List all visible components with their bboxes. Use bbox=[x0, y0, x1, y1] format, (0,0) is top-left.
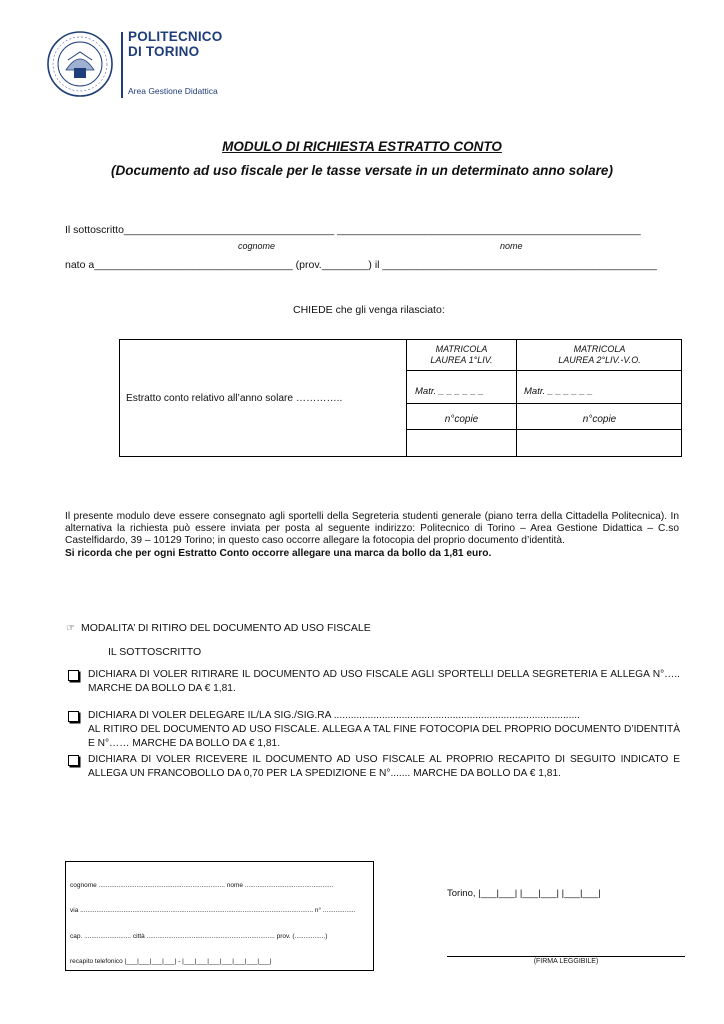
copie1-label: n°copie bbox=[444, 414, 479, 425]
matr1-field[interactable]: Matr. _ _ _ _ _ _ bbox=[415, 386, 484, 397]
university-seal-logo bbox=[46, 30, 114, 98]
info-text: Il presente modulo deve essere consegnato agli sportelli della Segreteria studenti generale (piano terra della Cittadella Politecnica). In alternativa la richiesta può essere inviata per posta al seguente indirizzo: Politecnico di Torino – Area Gestione Didattica – C.so Castelfidardo, 39 – 10129 Torino; in questo caso occorre allegare la fotocopia del proprio documento d’identità. bbox=[65, 511, 679, 547]
address-box bbox=[65, 861, 374, 971]
option-spedizione bbox=[68, 753, 680, 781]
col1-header bbox=[407, 344, 516, 366]
modalita-heading-text: MODALITA’ DI RITIRO DEL DOCUMENTO AD USO FISCALE bbox=[80, 622, 371, 634]
bollo-note: Si ricorda che per ogni Estratto Conto occorre allegare una marca da bollo da 1,81 euro. bbox=[65, 547, 492, 559]
chiede-text: CHIEDE che gli venga rilasciato: bbox=[293, 304, 445, 316]
nato-field[interactable]: nato a__________________________________ (prov.________) il _______________________________________________ bbox=[65, 259, 657, 271]
col1-header-line1: MATRICOLA bbox=[435, 344, 488, 354]
document-title: MODULO DI RICHIESTA ESTRATTO CONTO bbox=[222, 139, 502, 154]
col2-header-line2: LAUREA 2°LIV.-V.O. bbox=[558, 355, 641, 365]
university-name-line1: POLITECNICO bbox=[128, 29, 223, 44]
copie1-input[interactable] bbox=[407, 430, 516, 456]
sottoscritto-field[interactable]: Il sottoscritto____________________________________ ____________________________________________________ bbox=[65, 224, 641, 236]
document-subtitle: (Documento ad uso fiscale per le tasse versate in un determinato anno solare) bbox=[111, 163, 613, 178]
copie2-input[interactable] bbox=[517, 430, 682, 456]
col2-header bbox=[517, 344, 682, 366]
matr2-field[interactable]: Matr. _ _ _ _ _ _ bbox=[524, 386, 593, 397]
header-divider bbox=[121, 32, 123, 98]
copie2-label: n°copie bbox=[582, 414, 617, 425]
signature-line[interactable] bbox=[447, 956, 685, 957]
table-row-label: Estratto conto relativo all’anno solare ………….. bbox=[126, 393, 343, 404]
modalita-heading bbox=[66, 622, 371, 634]
nome-label: nome bbox=[500, 241, 523, 251]
option1-text: DICHIARA DI VOLER RITIRARE IL DOCUMENTO AD USO FISCALE AGLI SPORTELLI DELLA SEGRETERIA E ALLEGA N°….. MARCHE DA BOLLO DA € 1,81. bbox=[88, 669, 680, 694]
university-name-line2: DI TORINO bbox=[128, 44, 200, 59]
option2-line1[interactable]: DICHIARA DI VOLER DELEGARE IL/LA SIG./SIG.RA ....................................................................................... bbox=[88, 710, 580, 721]
checkbox-spedizione[interactable] bbox=[68, 755, 79, 766]
address-via-field[interactable]: via ................................................................................................................................. n° .................. bbox=[70, 907, 356, 914]
option3-text: DICHIARA DI VOLER RICEVERE IL DOCUMENTO AD USO FISCALE AL PROPRIO RECAPITO DI SEGUITO INDICATO E ALLEGA UN FRANCOBOLLO DA 0,70 PER LA SPEDIZIONE E N°....... MARCHE DA BOLLO DA € 1,81. bbox=[88, 754, 680, 779]
option2-text: AL RITIRO DEL DOCUMENTO AD USO FISCALE. ALLEGA A TAL FINE FOTOCOPIA DEL PROPRIO DOCUMENTO D’IDENTITÀ E N°…… MARCHE DA BOLLO DA € 1,81. bbox=[88, 723, 680, 749]
col2-header-line1: MATRICOLA bbox=[573, 344, 626, 354]
address-cognome-nome-field[interactable]: cognome ...................................................................... nome ................................................. bbox=[70, 882, 334, 889]
address-telefono-field[interactable]: recapito telefonico |___|___|___|___| - |___|___|___|___|___|___|___| bbox=[70, 958, 272, 965]
place-date-field[interactable]: Torino, |___|___| |___|___| |___|___| bbox=[447, 888, 601, 899]
checkbox-ritiro-sportello[interactable] bbox=[68, 670, 79, 681]
col1-header-line2: LAUREA 1°LIV. bbox=[430, 355, 493, 365]
pointing-hand-icon: ☞ bbox=[66, 623, 75, 634]
table-hline-2 bbox=[406, 403, 682, 404]
estratto-conto-table bbox=[119, 339, 682, 457]
department-name: Area Gestione Didattica bbox=[128, 86, 218, 96]
firma-label: (FIRMA LEGGIBILE) bbox=[533, 958, 599, 965]
address-cap-citta-field[interactable]: cap. .......................... città ....................................................................... prov. (.................) bbox=[70, 933, 328, 940]
cognome-label: cognome bbox=[238, 241, 276, 251]
table-hline-1 bbox=[406, 370, 682, 371]
info-paragraph bbox=[65, 511, 679, 560]
il-sottoscritto-label: IL SOTTOSCRITTO bbox=[108, 646, 202, 658]
option-ritiro-sportello bbox=[68, 668, 680, 696]
option-delega bbox=[68, 709, 680, 750]
checkbox-delega[interactable] bbox=[68, 711, 79, 722]
